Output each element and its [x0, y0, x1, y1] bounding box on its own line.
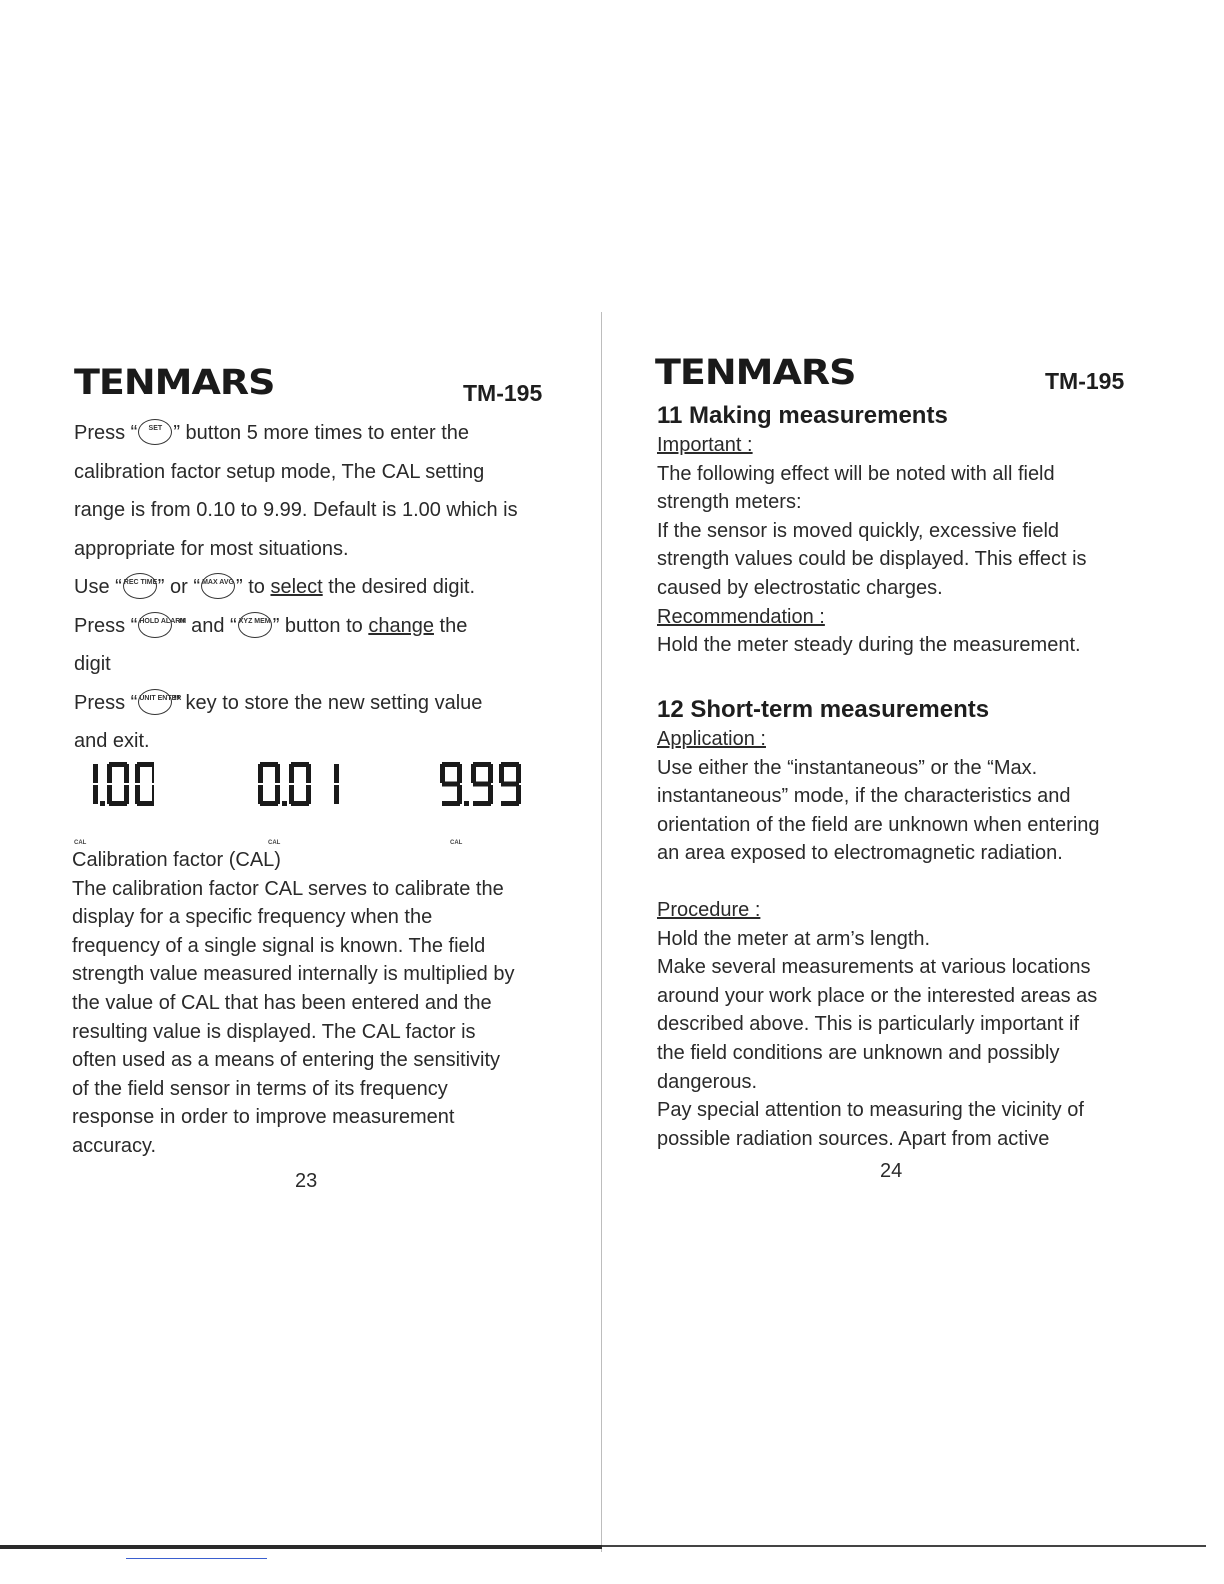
cal-section: [72, 846, 514, 1161]
cal-line: strength value measured internally is multiplied by: [72, 963, 515, 986]
lcd-segment: [275, 764, 280, 783]
instruction-line: Use “ REC TIME ” or “ MAX AVG ” to select the desired digit.: [74, 568, 564, 607]
section-12-heading: 12 Short-term measurements: [657, 696, 990, 723]
section-11-heading: 11 Making measurements: [657, 402, 948, 429]
body-line: Pay special attention to measuring the vicinity of: [657, 1099, 1084, 1122]
page-number: 23: [295, 1170, 318, 1192]
procedure-label: Procedure :: [657, 899, 761, 921]
lcd-digit: [135, 762, 154, 806]
cal-line: the value of CAL that has been entered and the: [72, 991, 492, 1014]
lcd-decimal-point: [464, 801, 469, 806]
max-avg-key-icon: MAX AVG: [201, 573, 235, 599]
lcd-decimal-point: [100, 801, 105, 806]
right-page: [605, 0, 1224, 1584]
lcd-segment: [334, 764, 339, 783]
cal-line: frequency of a single signal is known. The field: [72, 934, 486, 957]
lcd-digit: [471, 762, 493, 806]
instruction-line: digit: [74, 653, 111, 675]
lcd-decimal-point: [282, 801, 287, 806]
body-line: around your work place or the interested areas as: [657, 984, 1098, 1007]
lcd-digit: [499, 762, 521, 806]
lcd-segment: [473, 782, 491, 787]
xyz-mem-key-icon: XYZ MEM: [238, 612, 272, 638]
lcd-segment: [334, 785, 339, 804]
instruction-line: and exit.: [74, 730, 150, 752]
lcd-segment: [488, 764, 493, 783]
instruction-line: Press “ SET ” button 5 more times to enter the: [74, 414, 564, 453]
cal-heading: Calibration factor (CAL): [72, 849, 281, 871]
unit-enter-key-icon: UNIT ENTER: [138, 689, 172, 715]
instruction-line: Press “ HOLD ALARM “ and “ XYZ MEM ” button to change the: [74, 607, 564, 646]
page-bottom-edge: [602, 1545, 1206, 1547]
body-line: an area exposed to electromagnetic radiation.: [657, 842, 1063, 865]
lcd-segment: [93, 764, 98, 783]
page-bottom-edge: [0, 1545, 602, 1549]
body-line: instantaneous” mode, if the characteristics and: [657, 785, 1071, 808]
scan-artifact-line: [126, 1558, 267, 1559]
cal-line: accuracy.: [72, 1134, 157, 1157]
lcd-segment: [135, 785, 140, 804]
page-number: 24: [880, 1160, 903, 1182]
instruction-line: appropriate for most situations.: [74, 537, 349, 560]
recommendation-label: Recommendation :: [657, 605, 825, 628]
body-line: possible radiation sources. Apart from active: [657, 1127, 1050, 1150]
lcd-segment: [457, 764, 462, 783]
lcd-segment: [501, 782, 519, 787]
body-line: strength values could be displayed. This effect is: [657, 548, 1087, 571]
lcd-segment: [440, 764, 445, 783]
model-number: TM-195: [1045, 368, 1125, 394]
body-line: Use either the “instantaneous” or the “Max.: [657, 756, 1038, 779]
cal-line: display for a specific frequency when the: [72, 906, 433, 929]
lcd-display-1: [74, 758, 154, 810]
section-12-application: [657, 725, 1100, 868]
lcd-segment: [107, 785, 112, 804]
lcd-digit: [258, 762, 280, 806]
set-key-icon: SET: [138, 419, 172, 445]
rec-time-key-icon: REC TIME: [123, 573, 157, 599]
body-line: described above. This is particularly important if: [657, 1013, 1080, 1036]
lcd-segment: [501, 801, 519, 806]
body-line: Hold the meter steady during the measurement.: [657, 634, 1081, 657]
lcd-segment: [306, 764, 311, 783]
model-number: TM-195: [463, 380, 543, 406]
lcd-segment: [499, 764, 504, 783]
lcd-digit: [107, 762, 129, 806]
lcd-segment: [93, 785, 98, 804]
body-line: dangerous.: [657, 1070, 758, 1093]
left-page: [0, 0, 605, 1584]
cal-indicator: CAL: [74, 840, 87, 846]
lcd-segment: [289, 785, 294, 804]
instruction-line: Press “ UNIT ENTER ” key to store the new setting value: [74, 684, 564, 723]
body-line: Make several measurements at various locations: [657, 956, 1091, 979]
cal-line: of the field sensor in terms of its frequency: [72, 1077, 448, 1100]
lcd-segment: [516, 764, 521, 783]
section-11-body: [657, 431, 1087, 660]
lcd-segment: [471, 764, 476, 783]
important-label: Important :: [657, 434, 753, 456]
instruction-line: calibration factor setup mode, The CAL setting: [74, 460, 485, 483]
cal-indicator: CAL: [268, 840, 281, 846]
cal-line: The calibration factor CAL serves to calibrate the: [72, 877, 504, 900]
lcd-segment: [107, 764, 112, 783]
lcd-display-3: [438, 758, 522, 810]
application-label: Application :: [657, 728, 766, 750]
cal-line: resulting value is displayed. The CAL factor is: [72, 1020, 476, 1043]
section-12-procedure: [657, 896, 1097, 1153]
cal-line: response in order to improve measurement: [72, 1106, 455, 1129]
body-line: The following effect will be noted with all field: [657, 462, 1055, 485]
body-line: caused by electrostatic charges.: [657, 576, 943, 599]
page-divider: [601, 312, 602, 1552]
calibration-instructions: [74, 414, 564, 761]
lcd-segment: [258, 785, 263, 804]
lcd-segment: [442, 801, 460, 806]
lcd-segment: [135, 764, 140, 783]
body-line: strength meters:: [657, 491, 802, 514]
instruction-line: range is from 0.10 to 9.99. Default is 1.00 which is: [74, 499, 518, 521]
body-line: orientation of the field are unknown when entering: [657, 813, 1100, 836]
brand-logo: TENMARS: [655, 351, 856, 393]
lcd-digit: [93, 764, 98, 804]
lcd-segment: [124, 764, 129, 783]
lcd-digit: [289, 762, 311, 806]
lcd-digit: [334, 764, 339, 804]
lcd-segment: [473, 801, 491, 806]
hold-alarm-key-icon: HOLD ALARM: [138, 612, 172, 638]
body-line: If the sensor is moved quickly, excessive field: [657, 519, 1060, 542]
brand-logo: TENMARS: [74, 361, 275, 403]
lcd-segment: [258, 764, 263, 783]
cal-line: often used as a means of entering the sensitivity: [72, 1049, 501, 1072]
lcd-display-2: [256, 758, 352, 810]
lcd-segment: [442, 782, 460, 787]
lcd-segment: [289, 764, 294, 783]
cal-indicator: CAL: [450, 840, 463, 846]
lcd-digit: [440, 762, 462, 806]
body-line: the field conditions are unknown and possibly: [657, 1041, 1060, 1064]
body-line: Hold the meter at arm’s length.: [657, 927, 931, 950]
lcd-segment: [152, 764, 154, 783]
